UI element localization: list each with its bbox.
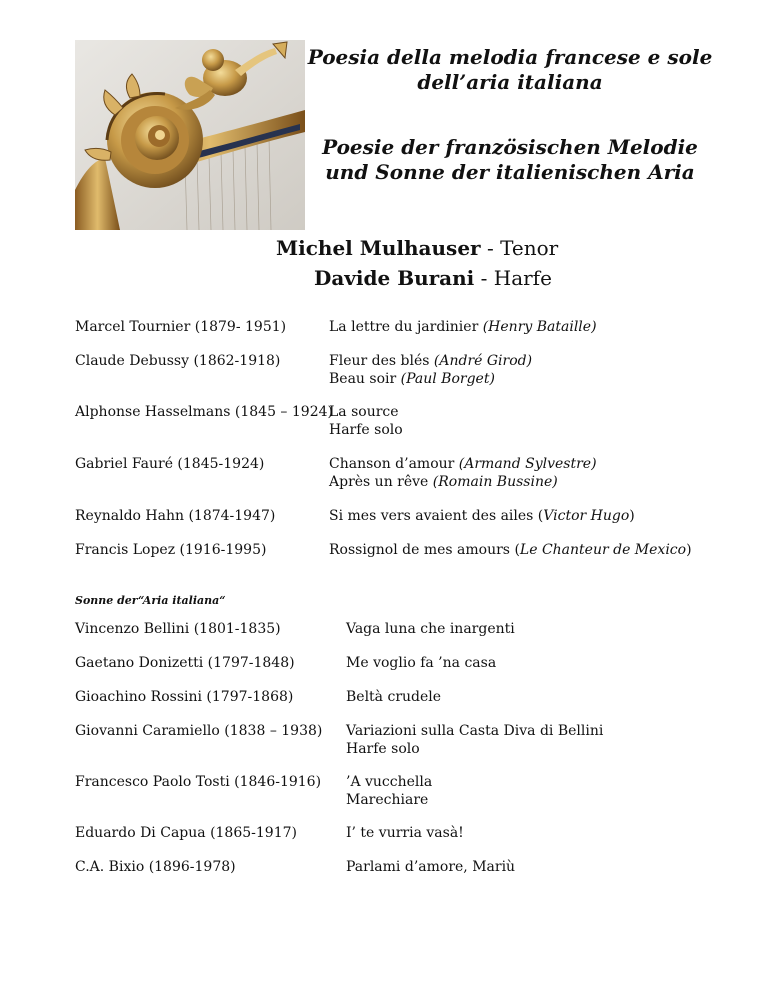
work-title: Harfe solo <box>329 422 403 438</box>
composer-name: Reynaldo Hahn (1874-1947) <box>75 508 276 524</box>
work-list <box>346 688 441 706</box>
lyricist-name: (Romain Bussine) <box>432 474 558 490</box>
lyricist-name: (Paul Borget) <box>400 371 495 387</box>
composer-name: Marcel Tournier (1879- 1951) <box>75 319 287 335</box>
italian-section-heading: Sonne der“Aria italiana“ <box>75 594 226 607</box>
title-italian-line-2: dell’aria italiana <box>417 70 603 94</box>
lyricist-name: (Henry Bataille) <box>482 319 597 335</box>
composer-name: Vincenzo Bellini (1801-1835) <box>75 621 281 637</box>
composer-name: Francesco Paolo Tosti (1846-1916) <box>75 774 322 790</box>
title-italian-line-1: Poesia della melodia francese e sole <box>307 45 713 69</box>
performer-tenor <box>276 236 558 260</box>
work-title: Me voglio fa ’na casa <box>346 655 497 671</box>
work-list <box>346 654 496 672</box>
lyricist-name: Victor Hugo <box>543 508 630 524</box>
work-list <box>346 722 603 758</box>
title-german <box>305 135 715 185</box>
work-title: Harfe solo <box>346 741 420 757</box>
lyricist-name: (André Girod) <box>433 353 533 369</box>
work-title: Après un rêve (Romain Bussine) <box>329 474 558 490</box>
lyricist-name: Le Chanteur de Mexico <box>519 542 687 558</box>
work-list <box>329 403 403 439</box>
work-title: Variazioni sulla Casta Diva di Bellini <box>346 723 604 739</box>
composer-name: Gabriel Fauré (1845-1924) <box>75 456 265 472</box>
harp-photo <box>75 40 305 230</box>
work-list <box>329 507 635 525</box>
work-title: Parlami d’amore, Mariù <box>346 859 516 875</box>
lyricist-name: (Armand Sylvestre) <box>458 456 597 472</box>
work-title: La lettre du jardinier (Henry Bataille) <box>329 319 597 335</box>
composer-name: Gaetano Donizetti (1797-1848) <box>75 655 295 671</box>
title-italian <box>305 45 715 95</box>
composer-name: Claude Debussy (1862-1918) <box>75 353 281 369</box>
work-title: Beltà crudele <box>346 689 442 705</box>
performer-role: - Tenor <box>480 236 559 260</box>
work-title: La source <box>329 404 399 420</box>
composer-name: Eduardo Di Capua (1865-1917) <box>75 825 297 841</box>
work-list <box>329 455 597 491</box>
composer-name: Francis Lopez (1916-1995) <box>75 542 267 558</box>
work-title: ’A vucchella <box>346 774 433 790</box>
composer-name: Gioachino Rossini (1797-1868) <box>75 689 294 705</box>
work-list <box>329 318 597 336</box>
work-list <box>346 824 464 842</box>
work-title: Marechiare <box>346 792 429 808</box>
work-title: I’ te vurria vasà! <box>346 825 464 841</box>
title-german-line-2: und Sonne der italienischen Aria <box>325 160 695 184</box>
work-list <box>346 620 515 638</box>
performer-harp <box>314 266 552 290</box>
work-title: Si mes vers avaient des ailes (Victor Hugo) <box>329 508 635 524</box>
composer-name: Giovanni Caramiello (1838 – 1938) <box>75 723 323 739</box>
performer-name: Davide Burani <box>314 266 475 290</box>
work-list <box>329 352 532 388</box>
work-title: Fleur des blés (André Girod) <box>329 353 533 369</box>
title-german-line-1: Poesie der französischen Melodie <box>322 135 698 159</box>
composer-name: C.A. Bixio (1896-1978) <box>75 859 236 875</box>
performer-role: - Harfe <box>474 266 552 290</box>
performer-name: Michel Mulhauser <box>276 236 481 260</box>
work-title: Rossignol de mes amours (Le Chanteur de Mexico) <box>329 542 692 558</box>
work-list <box>346 773 432 809</box>
work-list <box>329 541 692 559</box>
work-title: Vaga luna che inargenti <box>346 621 515 637</box>
work-title: Beau soir (Paul Borget) <box>329 371 495 387</box>
work-list <box>346 858 515 876</box>
work-title: Chanson d’amour (Armand Sylvestre) <box>329 456 597 472</box>
composer-name: Alphonse Hasselmans (1845 – 1924) <box>75 404 333 420</box>
